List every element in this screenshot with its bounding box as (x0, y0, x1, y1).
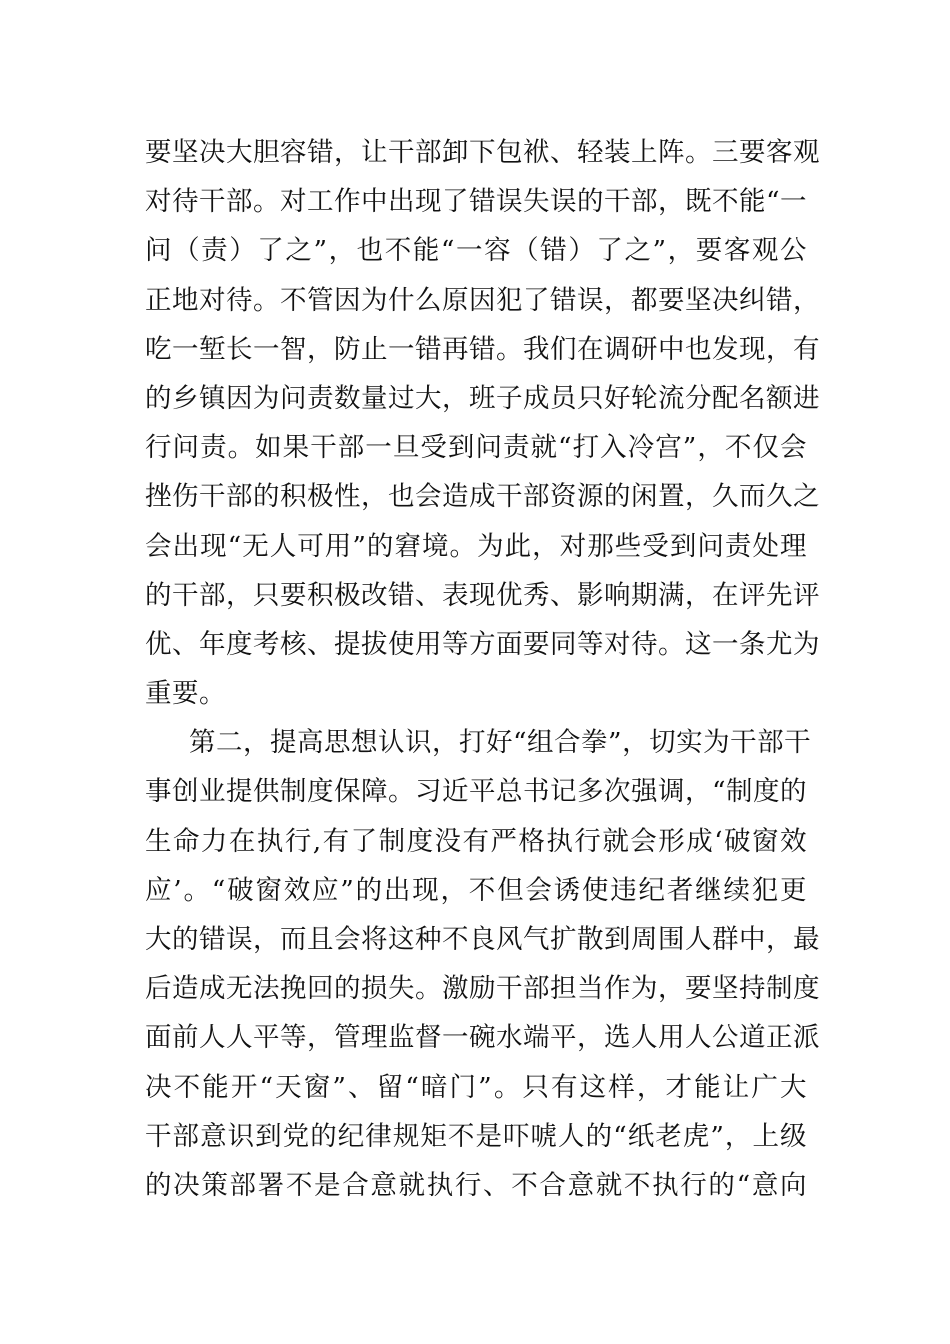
text-line: 重要。 (145, 678, 226, 710)
text-line: 优、年度考核、提拔使用等方面要同等对待。这一条尤为 (145, 628, 820, 660)
text-line: 的干部，只要积极改错、表现优秀、影响期满，在评先评 (145, 579, 820, 611)
paragraph-start-line: 第二，提高思想认识，打好“组合拳”，切实为干部干 (189, 727, 812, 759)
text-line: 事创业提供制度保障。习近平总书记多次强调，“制度的 (145, 776, 808, 808)
text-line: 要坚决大胆容错，让干部卸下包袱、轻装上阵。三要客观 (145, 137, 820, 168)
text-line: 生命力在执行,有了制度没有严格执行就会形成‘破窗效 (145, 825, 807, 857)
text-line: 面前人人平等，管理监督一碗水端平，选人用人公道正派 (145, 1022, 820, 1054)
text-line: 应’。“破窗效应”的出现，不但会诱使违纪者继续犯更 (145, 874, 807, 906)
text-line: 对待干部。对工作中出现了错误失误的干部，既不能“一 (145, 186, 808, 218)
body-text (145, 128, 820, 1210)
text-line: 干部意识到党的纪律规矩不是吓唬人的“纸老虎”，上级 (145, 1120, 807, 1152)
text-line: 正地对待。不管因为什么原因犯了错误，都要坚决纠错， (145, 284, 820, 316)
text-line: 决不能开“天窗”、留“暗门”。只有这样，才能让广大 (145, 1071, 807, 1103)
text-line: 会出现“无人可用”的窘境。为此，对那些受到问责处理 (145, 530, 807, 562)
text-line: 挫伤干部的积极性，也会造成干部资源的闲置，久而久之 (145, 481, 820, 513)
text-line: 行问责。如果干部一旦受到问责就“打入冷宫”，不仅会 (145, 432, 807, 464)
text-line: 吃一堑长一智，防止一错再错。我们在调研中也发现，有 (145, 333, 820, 365)
text-line: 的决策部署不是合意就执行、不合意就不执行的“意向 (145, 1169, 807, 1201)
text-line: 的乡镇因为问责数量过大，班子成员只好轮流分配名额进 (145, 382, 820, 414)
text-line: 后造成无法挽回的损失。激励干部担当作为，要坚持制度 (145, 973, 820, 1005)
text-line: 问（责）了之”，也不能“一容（错）了之”，要客观公 (145, 235, 807, 267)
text-line: 大的错误，而且会将这种不良风气扩散到周围人群中，最 (145, 924, 820, 955)
